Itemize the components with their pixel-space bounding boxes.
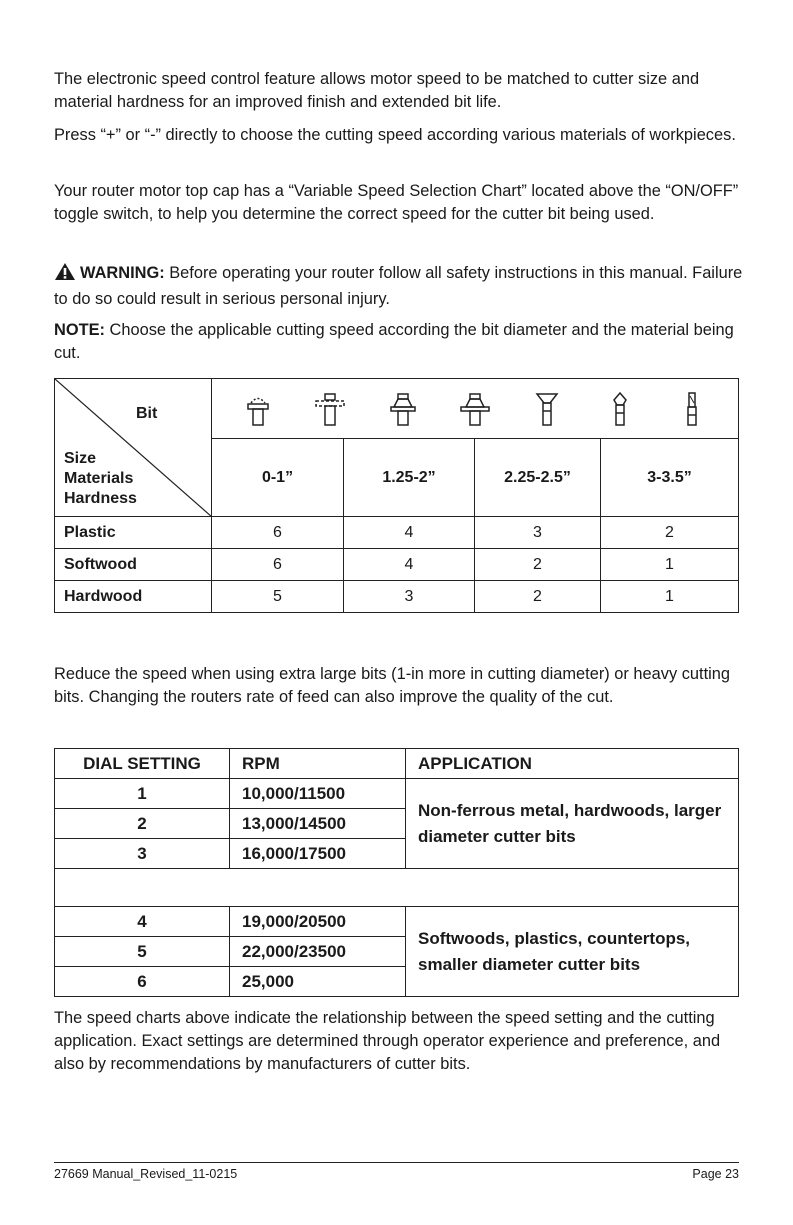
- page-number: Page 23: [692, 1167, 739, 1181]
- corner-size-label: Size: [64, 450, 97, 467]
- dial-value: 2: [55, 809, 230, 839]
- table-row: [55, 549, 739, 581]
- material-label: Softwood: [55, 549, 212, 581]
- router-bit-icon: [530, 391, 564, 427]
- dial-value: 6: [55, 967, 230, 997]
- rpm-value: 16,000/17500: [230, 839, 406, 869]
- router-bit-icon: [675, 391, 709, 427]
- rpm-value: 19,000/20500: [230, 907, 406, 937]
- rpm-value: 13,000/14500: [230, 809, 406, 839]
- application-text: Softwoods, plastics, countertops, smaller diameter cutter bits: [406, 907, 739, 997]
- speed-cell: 4: [344, 517, 475, 549]
- corner-hardness-label: Hardness: [64, 490, 137, 507]
- intro-paragraph: The electronic speed control feature allows motor speed to be matched to cutter size and material hardness for an improved finish and extended bit life.: [54, 70, 700, 111]
- footer-document-id: 27669 Manual_Revised_11-0215: [54, 1167, 238, 1181]
- rpm-header: RPM: [230, 749, 406, 779]
- table-corner-header: [55, 379, 212, 517]
- footer-divider: [54, 1162, 739, 1163]
- application-header: APPLICATION: [406, 749, 739, 779]
- speed-cell: 6: [212, 517, 344, 549]
- material-label: Plastic: [55, 517, 212, 549]
- router-bit-icon: [603, 391, 637, 427]
- router-bit-icon: [241, 391, 275, 427]
- size-header-cell: 0-1”: [212, 439, 344, 517]
- table-row: [55, 581, 739, 613]
- dial-setting-header: DIAL SETTING: [55, 749, 230, 779]
- speed-cell: 5: [212, 581, 344, 613]
- dial-value: 1: [55, 779, 230, 809]
- warning-paragraph: [54, 262, 744, 311]
- material-label: Hardwood: [55, 581, 212, 613]
- bit-icons-row: [212, 379, 739, 439]
- speed-cell: 3: [475, 517, 601, 549]
- application-text: Non-ferrous metal, hardwoods, larger diameter cutter bits: [406, 779, 739, 869]
- reduce-speed-paragraph: Reduce the speed when using extra large bits (1-in more in cutting diameter) or heavy cutting bits. Changing the routers rate of feed can also improve the quality of the cut.: [54, 665, 731, 706]
- speed-charts-paragraph: The speed charts above indicate the relationship between the speed setting and the cutting application. Exact settings are determined through operator experience and preference, and also by recommendations by manufacturers of cutter bits.: [54, 1009, 721, 1073]
- dial-setting-table: [54, 748, 739, 997]
- note-label: NOTE:: [54, 321, 105, 339]
- speed-cell: 2: [601, 517, 739, 549]
- speed-cell: 1: [601, 549, 739, 581]
- press-paragraph: Press “+” or “-” directly to choose the cutting speed according various materials of workpieces.: [54, 126, 736, 144]
- note-text: Choose the applicable cutting speed according the bit diameter and the material being cut.: [54, 321, 734, 362]
- dial-value: 5: [55, 937, 230, 967]
- warning-label: WARNING:: [80, 264, 165, 282]
- top-cap-paragraph: Your router motor top cap has a “Variable Speed Selection Chart” located above the “ON/OFF” toggle switch, to help you determine the correct speed for the cutter bit being used.: [54, 182, 739, 223]
- speed-cell: 4: [344, 549, 475, 581]
- size-header-cell: 1.25-2”: [344, 439, 475, 517]
- rpm-value: 22,000/23500: [230, 937, 406, 967]
- table-spacer-row: [55, 869, 739, 907]
- table-row: [55, 517, 739, 549]
- speed-cell: 3: [344, 581, 475, 613]
- size-header-cell: 2.25-2.5”: [475, 439, 601, 517]
- warning-text: Before operating your router follow all safety instructions in this manual. Failure to do so could result in serious personal injury.: [54, 264, 743, 308]
- router-bit-icon: [458, 391, 492, 427]
- speed-cell: 1: [601, 581, 739, 613]
- corner-materials-label: Materials: [64, 470, 134, 487]
- corner-bit-label: Bit: [136, 405, 158, 422]
- router-bit-icon: [313, 391, 347, 427]
- rpm-value: 25,000: [230, 967, 406, 997]
- rpm-value: 10,000/11500: [230, 779, 406, 809]
- speed-selection-table: [54, 378, 739, 613]
- table-header-row: [55, 749, 739, 779]
- table-row: [55, 779, 739, 809]
- dial-value: 3: [55, 839, 230, 869]
- router-bit-icon: [386, 391, 420, 427]
- table-row: [55, 907, 739, 937]
- speed-cell: 2: [475, 549, 601, 581]
- note-paragraph: [54, 319, 744, 365]
- warning-triangle-icon: [54, 262, 76, 288]
- size-header-cell: 3-3.5”: [601, 439, 739, 517]
- speed-cell: 6: [212, 549, 344, 581]
- speed-cell: 2: [475, 581, 601, 613]
- dial-value: 4: [55, 907, 230, 937]
